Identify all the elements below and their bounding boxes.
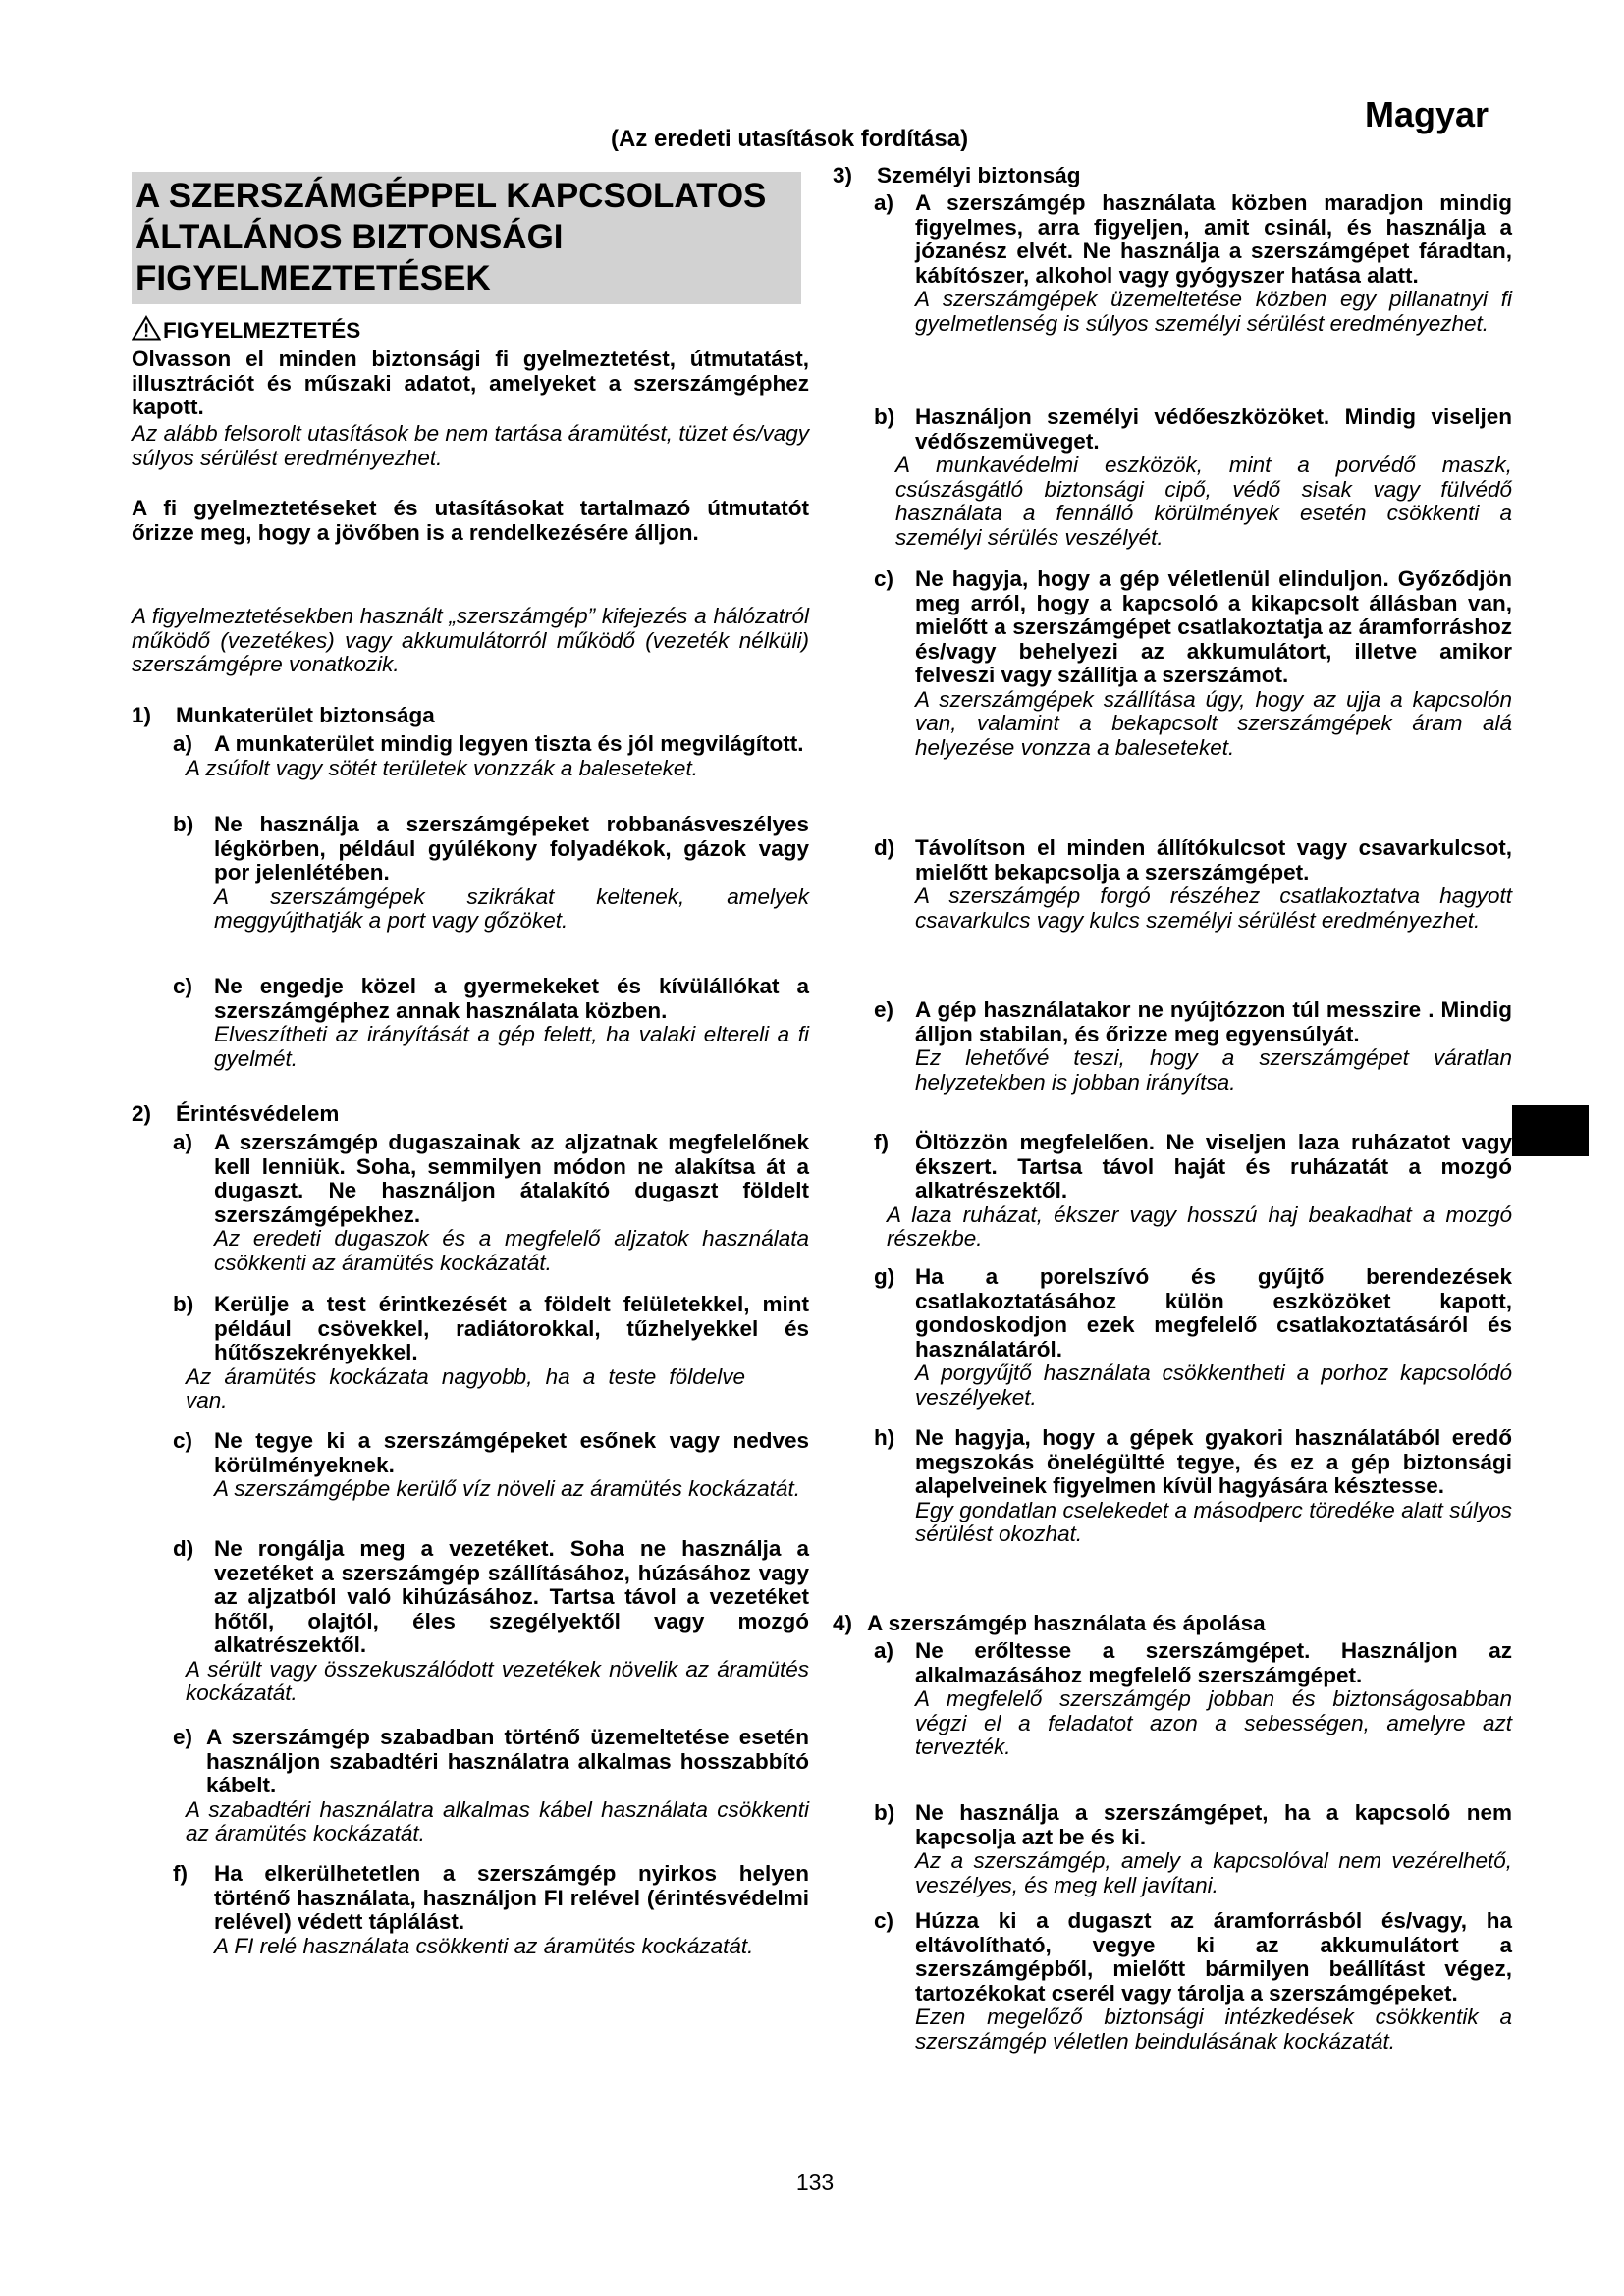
- warning-keep-instructions: A fi gyelmeztetéseket és utasításokat tartalmazó útmutatót őrizze meg, hogy a jövőben is a rendelkezésére álljon.: [132, 496, 809, 545]
- section-heading: 3) Személyi biztonság: [833, 163, 1081, 187]
- list-item: b) Használjon személyi védőeszközöket. Mindig viseljen védőszemüveget. A munkavédelmi eszközök, mint a porvédő maszk, csúszásgátló biztonsági cipő, védő sisak vagy fülvédő használata a fennálló körülmények esetén csökkenti a személyi sérülés veszélyét.: [874, 404, 1512, 550]
- list-item: d) Ne rongálja meg a vezetéket. Soha ne használja a vezetéket a szerszámgép szállításához, húzásához vagy az aljzatból való kihúzásához. Tartsa távol a vezetéket hőtől, olajtól, éles szegélyektől vagy mozgó alkatrészektől. A sérült vagy összekuszálódott vezetékek növelik az áramütés kockázatát.: [173, 1536, 809, 1705]
- section-heading: 4) A szerszámgép használata és ápolása: [833, 1611, 1266, 1635]
- warning-heading: [132, 315, 809, 344]
- list-item: c) Ne hagyja, hogy a gép véletlenül elinduljon. Győződjön meg arról, hogy a kapcsoló a kikapcsolt állásban van, mielőtt a szerszámgépet csatlakoztatja az áramforráshoz és/vagy behelyezi az akkumulátort, illetve amikor felveszi vagy szállítja a szerszámot. A szerszámgépek szállítása úgy, hogy az ujja a kapcsolón van, valamint a bekapcsolt szerszámgépek áram alá helyezése vonzza a baleseteket.: [874, 566, 1512, 760]
- section-heading: 1) Munkaterület biztonsága: [132, 703, 435, 727]
- list-item: d) Távolítson el minden állítókulcsot vagy csavarkulcsot, mielőtt bekapcsolja a szerszámgépet. A szerszámgép forgó részéhez csatlakoztatva hagyott csavarkulcs vagy kulcs személyi sérülést eredményezhet.: [874, 835, 1512, 933]
- translation-note: (Az eredeti utasítások fordítása): [611, 126, 969, 152]
- list-item: b) Kerülje a test érintkezését a földelt felületekkel, mint például csövekkel, radiátorokkal, tűzhelyekkel és hűtőszekrényekkel. Az áramütés kockázata nagyobb, ha a teste földelve van.: [173, 1292, 809, 1413]
- list-item: g) Ha a porelszívó és gyűjtő berendezések csatlakoztatásához külön eszközöket kapott, gondoskodjon ezek megfelelő csatlakoztatásáról és használatáról. A porgyűjtő használata csökkentheti a porhoz kapcsolódó veszélyeket.: [874, 1264, 1512, 1410]
- list-item: c) Ne tegye ki a szerszámgépeket esőnek vagy nedves körülményeknek. A szerszámgépbe kerülő víz növeli az áramütés kockázatát.: [173, 1428, 809, 1501]
- section-heading: 2) Érintésvédelem: [132, 1101, 340, 1126]
- list-item: e) A gép használatakor ne nyújtózzon túl messzire . Mindig álljon stabilan, és őrizze meg egyensúlyát. Ez lehetővé teszi, hogy a szerszámgépet váratlan helyzetekben is jobban irányítsa.: [874, 997, 1512, 1095]
- list-item: f) Öltözzön megfelelően. Ne viseljen laza ruházatot vagy ékszert. Tartsa távol haját és ruházatát a mozgó alkatrészektől. A laza ruházat, ékszer vagy hosszú haj beakadhat a mozgó részekbe.: [874, 1130, 1512, 1251]
- warning-triangle-icon: [132, 315, 161, 341]
- list-item: b) Ne használja a szerszámgépeket robbanásveszélyes légkörben, például gyúlékony folyadékok, gázok vagy por jelenlétében. A szerszámgépek szikrákat keltenek, amelyek meggyújthatják a port vagy gőzöket.: [173, 812, 809, 933]
- warning-text: Olvasson el minden biztonsági fi gyelmeztetést, útmutatást, illusztrációt és műszaki adatot, amelyeket a szerszámgéphez kapott.: [132, 347, 809, 419]
- list-item: a) Ne erőltesse a szerszámgépet. Használjon az alkalmazásához megfelelő szerszámgépet. A megfelelő szerszámgép jobban és biztonságosabban végzi el a feladatot azon a sebességen, amelyre azt tervezték.: [874, 1638, 1512, 1759]
- language-label: Magyar: [1365, 94, 1489, 134]
- list-item: f) Ha elkerülhetetlen a szerszámgép nyirkos helyen történő használata, használjon FI relével (érintésvédelmi relével) védett táplálást. A FI relé használata csökkenti az áramütés kockázatát.: [173, 1861, 809, 1958]
- page-number: 133: [795, 2169, 835, 2195]
- list-item: e) A szerszámgép szabadban történő üzemeltetése esetén használjon szabadtéri használatra alkalmas hosszabbító kábelt. A szabadtéri használatra alkalmas kábel használata csökkenti az áramütés kockázatát.: [173, 1725, 809, 1845]
- list-item: a) A munkaterület mindig legyen tiszta és jól megvilágított. A zsúfolt vagy sötét területek vonzzák a baleseteket.: [173, 731, 804, 780]
- list-item: h) Ne hagyja, hogy a gépek gyakori használatából eredő megszokás önelégültté tegye, és ez a gép biztonsági alapelveinek figyelmen kívül hagyására késztesse. Egy gondatlan cselekedet a másodperc töredéke alatt súlyos sérülést okozhat.: [874, 1425, 1512, 1546]
- warning-note: Az alább felsorolt utasítások be nem tartása áramütést, tüzet és/vagy súlyos sérülést eredményezhet.: [132, 421, 809, 470]
- warning-label: FIGYELMEZTETÉS: [163, 318, 361, 343]
- warning-definition: A figyelmeztetésekben használt „szerszámgép” kifejezés a hálózatról működő (vezetékes) vagy akkumulátorról működő (vezeték nélküli) szerszámgépre vonatkozik.: [132, 604, 809, 676]
- section-banner-title: A SZERSZÁMGÉPPEL KAPCSOLATOS ÁLTALÁNOS BIZTONSÁGI FIGYELMEZTETÉSEK: [132, 172, 801, 304]
- list-item: c) Húzza ki a dugaszt az áramforrásból és/vagy, ha eltávolítható, vegye ki az akkumulátort a szerszámgépből, mielőtt bármilyen beállítást végez, tartozékokat cserél vagy tárolja a szerszámgépeket. Ezen megelőző biztonsági intézkedések csökkentik a szerszámgép véletlen beindulásának kockázatát.: [874, 1908, 1512, 2054]
- list-item: a) A szerszámgép használata közben maradjon mindig figyelmes, arra figyeljen, amit csinál, és használja a józanész elvét. Ne használja a szerszámgépet fáradtan, kábítószer, alkohol vagy gyógyszer hatása alatt. A szerszámgépek üzemeltetése közben egy pillanatnyi fi gyelmetlenség is súlyos személyi sérülést eredményezhet.: [874, 190, 1512, 336]
- language-thumb-tab: [1512, 1105, 1589, 1156]
- list-item: b) Ne használja a szerszámgépet, ha a kapcsoló nem kapcsolja azt be és ki. Az a szerszámgép, amely a kapcsolóval nem vezérelhető, veszélyes, és meg kell javítani.: [874, 1800, 1512, 1897]
- list-item: c) Ne engedje közel a gyermekeket és kívülállókat a szerszámgéphez annak használata közben. Elveszítheti az irányítását a gép felett, ha valaki eltereli a fi gyelmét.: [173, 974, 809, 1071]
- list-item: a) A szerszámgép dugaszainak az aljzatnak megfelelőnek kell lenniük. Soha, semmilyen módon ne alakítsa át a dugaszt. Ne használjon átalakító dugaszt földelt szerszámgépekhez. Az eredeti dugaszok és a megfelelő aljzatok használata csökkenti az áramütés kockázatát.: [173, 1130, 809, 1275]
